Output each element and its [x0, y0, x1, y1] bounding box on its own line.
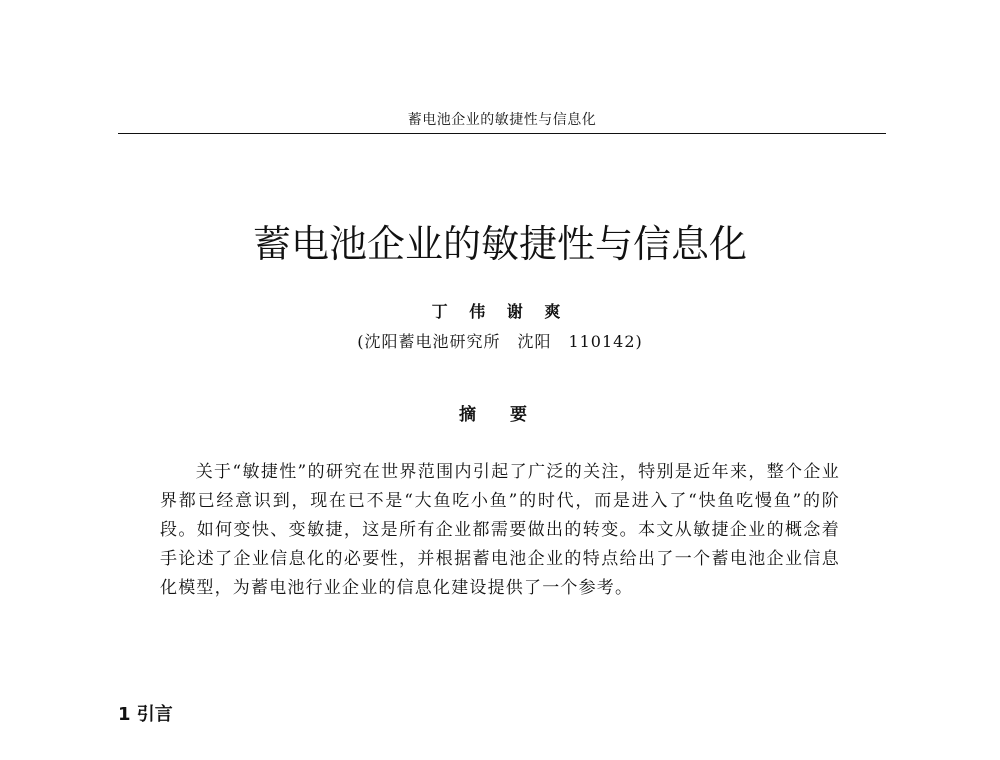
header-rule — [118, 133, 886, 134]
paper-title: 蓄电池企业的敏捷性与信息化 — [252, 222, 747, 266]
authors: 丁 伟 谢 爽 — [431, 302, 569, 321]
abstract-body: 关于“敏捷性”的研究在世界范围内引起了广泛的关注，特别是近年来，整个企业界都已经意识到，现在已不是“大鱼吃小鱼”的时代，而是进入了“快鱼吃慢鱼”的阶段。如何变快、变敏捷，这是所有企业都需要做出的转变。本文从敏捷企业的概念着手论述了企业信息化的必要性，并根据蓄电池企业的特点给出了一个蓄电池企业信息化模型，为蓄电池行业企业的信息化建设提供了一个参考。 — [160, 462, 840, 598]
affiliation: (沈阳蓄电池研究所 沈阳 110142) — [357, 332, 643, 351]
running-header: 蓄电池企业的敏捷性与信息化 — [407, 112, 597, 128]
abstract-heading: 摘 要 — [459, 405, 541, 425]
section-heading-introduction: 1 引言 — [118, 704, 173, 725]
